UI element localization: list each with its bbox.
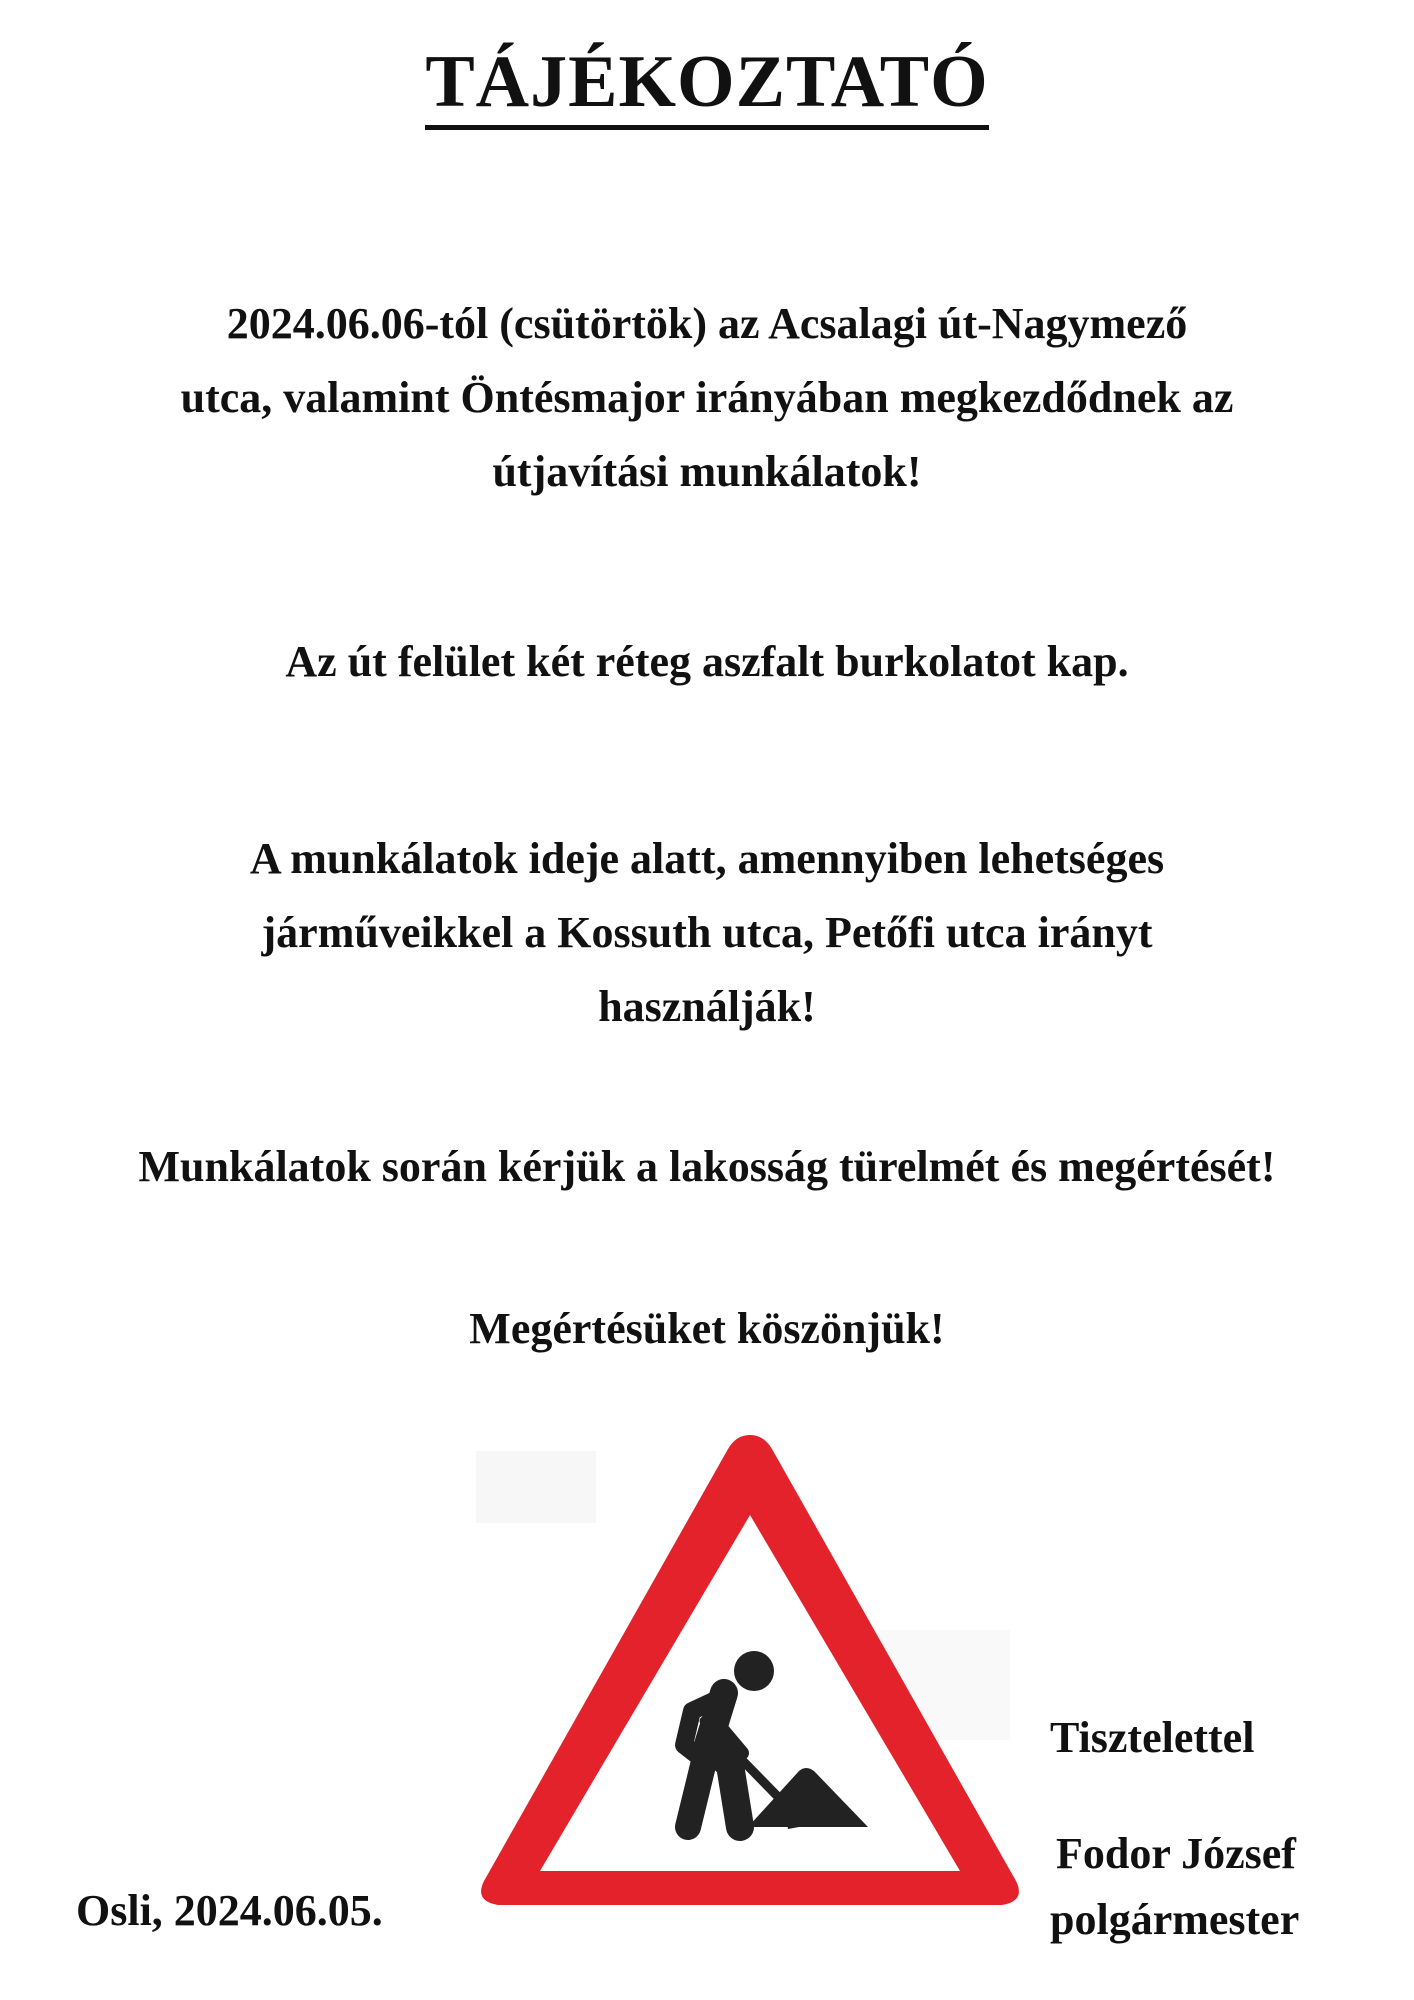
paragraph-line: 2024.06.06-tól (csütörtök) az Acsalagi út-Nagymező [226, 299, 1188, 348]
paragraph-line: A munkálatok ideje alatt, amennyiben lehetséges [249, 834, 1165, 883]
paragraph-thanks: Megértésüket köszönjük! [469, 1304, 945, 1353]
signer-name: Fodor József [1056, 1829, 1296, 1878]
roadworks-warning-sign-icon [450, 1415, 1050, 1930]
paragraph-line: utca, valamint Öntésmajor irányában megkezdődnek az [180, 373, 1234, 422]
sign-worker-head [734, 1651, 774, 1691]
paragraph-line: útjavítási munkálatok! [492, 447, 922, 496]
page-title-text: TÁJÉKOZTATÓ [425, 41, 988, 130]
greeting: Tisztelettel [1050, 1713, 1255, 1762]
place-date: Osli, 2024.06.05. [76, 1886, 383, 1935]
paragraph-surface: Az út felület két réteg aszfalt burkolatot kap. [285, 637, 1129, 686]
page-title [0, 40, 1414, 125]
paragraph-work-start [0, 287, 1414, 509]
paragraph-line: használják! [598, 982, 816, 1031]
paragraph-patience: Munkálatok során kérjük a lakosság türelmét és megértését! [138, 1142, 1276, 1191]
paragraph-detour [0, 822, 1414, 1044]
paragraph-line: járműveikkel a Kossuth utca, Petőfi utca irányt [261, 908, 1153, 957]
signer-title: polgármester [1050, 1895, 1300, 1944]
